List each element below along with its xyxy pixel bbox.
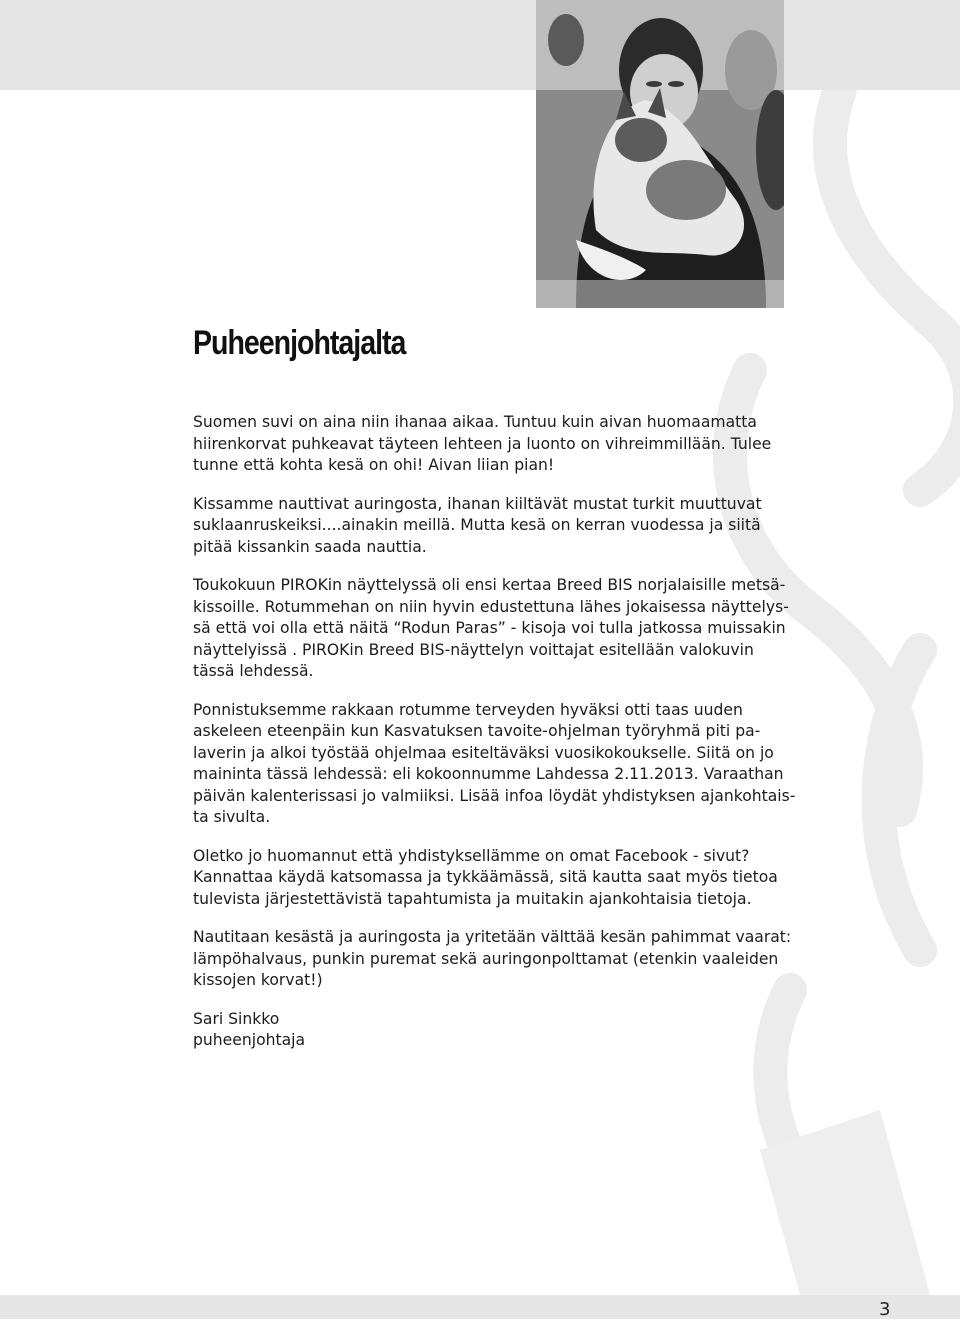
text-line: kissojen korvat!) bbox=[193, 971, 323, 989]
text-line: Oletko jo huomannut että yhdistyksellämme on omat Facebook - sivut? bbox=[193, 846, 750, 865]
text-line: lämpöhalvaus, punkin puremat sekä auringonpolttamat (etenkin vaaleiden bbox=[193, 949, 779, 968]
text-line: tulevista järjestettävistä tapahtumista ja muitakin ajankohtaisia tietoja. bbox=[193, 889, 752, 908]
signature-role: puheenjohtaja bbox=[193, 1031, 306, 1049]
text-line: Suomen suvi on aina niin ihanaa aikaa. Tuntuu kuin aivan huomaamatta bbox=[193, 413, 757, 431]
text-line: tässä lehdessä. bbox=[193, 662, 314, 680]
text-line: hiirenkorvat puhkeavat täyteen lehteen ja luonto on vihreimmillään. Tulee bbox=[193, 434, 772, 453]
text-line: sä että voi olla että näitä “Rodun Paras” - kisoja voi tulla jatkossa muissakin bbox=[193, 619, 786, 637]
paragraph-facebook bbox=[193, 846, 778, 911]
paragraph-summer-dangers bbox=[193, 927, 792, 992]
text-line: näyttelyissä . PIROKin Breed BIS-näyttelyn voittajat esitellään valokuvin bbox=[193, 640, 754, 659]
text-line: laverin ja alkoi työstää ohjelmaa esiteltäväksi vuosikokoukselle. Siitä on jo bbox=[193, 743, 774, 762]
page-number: 3 bbox=[879, 1299, 891, 1320]
text-line: ta sivulta. bbox=[193, 808, 271, 826]
text-line: askeleen eteenpäin kun Kasvatuksen tavoite-ohjelman työryhmä piti pa- bbox=[193, 722, 761, 740]
bottom-band bbox=[0, 1295, 960, 1319]
text-line: Toukokuun PIROKin näyttelyssä oli ensi kertaa Breed BIS norjalaisille metsä- bbox=[193, 576, 786, 594]
cat-show-photo bbox=[536, 0, 784, 308]
top-band bbox=[0, 0, 960, 90]
text-line: tunne että kohta kesä on ohi! Aivan liian pian! bbox=[193, 456, 555, 474]
text-line: Ponnistuksemme rakkaan rotumme terveyden hyväksi otti taas uuden bbox=[193, 700, 743, 719]
signature bbox=[193, 1009, 763, 1052]
paragraph-pirok-show bbox=[193, 575, 789, 683]
article-body bbox=[193, 412, 796, 1069]
text-line: Kissamme nauttivat auringosta, ihanan kiiltävät mustat turkit muuttuvat bbox=[193, 494, 762, 513]
paragraph-breeding-program bbox=[193, 700, 796, 829]
paragraph-cats-sun bbox=[193, 494, 763, 559]
text-line: maininta tässä lehdessä: eli kokoonnumme Lahdessa 2.11.2013. Varaathan bbox=[193, 765, 784, 783]
cat-show-photo-image bbox=[536, 0, 784, 308]
signature-name: Sari Sinkko bbox=[193, 1009, 280, 1028]
page-title: Puheenjohtajalta bbox=[193, 324, 406, 362]
text-line: Nautitaan kesästä ja auringosta ja yritetään välttää kesän pahimmat vaarat: bbox=[193, 928, 792, 946]
paragraph-summer bbox=[193, 412, 772, 477]
text-line: kissoille. Rotummehan on niin hyvin edustettuna lähes jokaisessa näyttelys- bbox=[193, 597, 789, 616]
text-line: suklaanruskeiksi....ainakin meillä. Mutta kesä on kerran vuodessa ja siitä bbox=[193, 516, 761, 534]
text-line: pitää kissankin saada nauttia. bbox=[193, 537, 427, 556]
text-line: päivän kalenterissasi jo valmiiksi. Lisää infoa löydät yhdistyksen ajankohtais- bbox=[193, 786, 796, 805]
text-line: Kannattaa käydä katsomassa ja tykkäämässä, sitä kautta saat myös tietoa bbox=[193, 868, 778, 886]
